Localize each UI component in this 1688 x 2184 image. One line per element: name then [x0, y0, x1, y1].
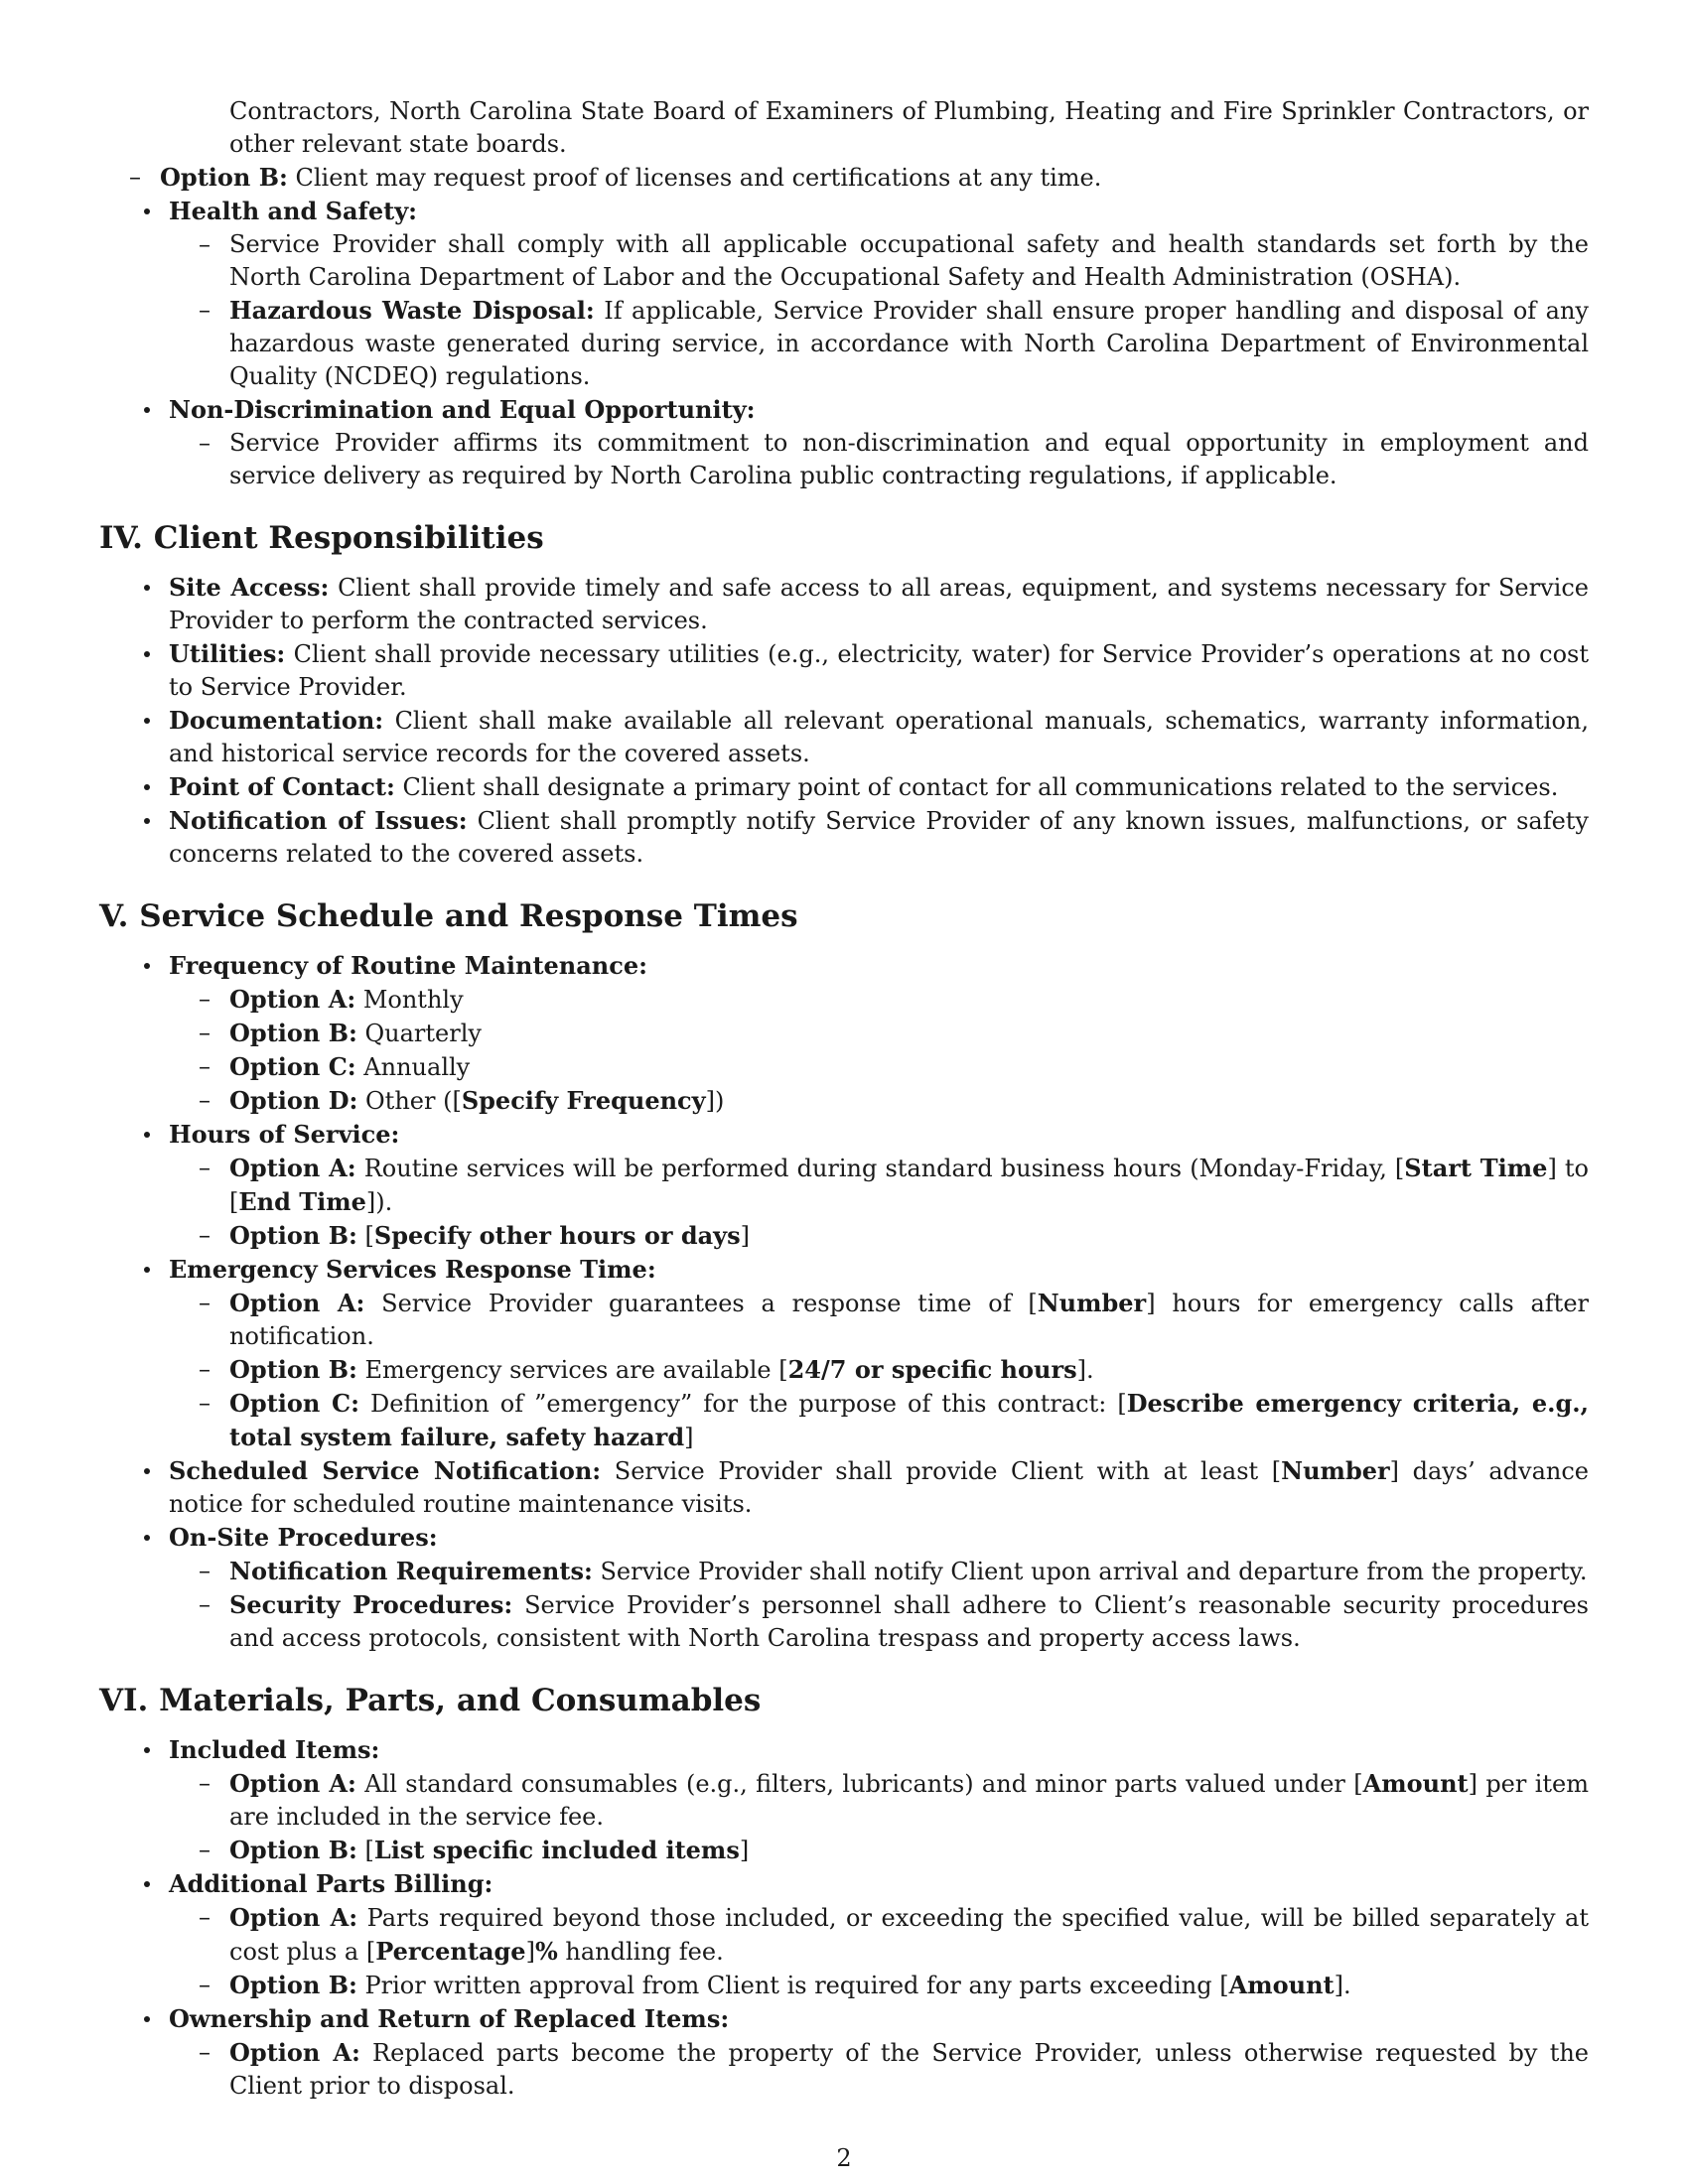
item-text: Client shall make available all relevant operational manuals, schematics, warranty information, and historical service records for the covered assets.	[169, 707, 1589, 767]
list-item	[169, 1767, 1589, 1834]
option-text: [	[356, 1837, 374, 1864]
sublist	[169, 228, 1589, 393]
list-item	[169, 1017, 1589, 1050]
option-text: ]	[739, 1837, 750, 1864]
item-label: On-Site Procedures:	[169, 1523, 438, 1552]
list-item-health-safety	[99, 195, 1589, 393]
list-item	[99, 95, 1589, 161]
list-item-non-discrimination	[99, 393, 1589, 492]
list-item	[169, 1084, 1589, 1118]
list-item-emergency	[99, 1253, 1589, 1454]
item-label: Included Items:	[169, 1735, 380, 1764]
placeholder-field: Number	[1281, 1456, 1390, 1485]
list-item	[169, 294, 1589, 393]
list-item	[99, 770, 1589, 804]
list-item-hours	[99, 1118, 1589, 1253]
option-text: ]	[740, 1222, 750, 1250]
page-number: 2	[836, 2144, 852, 2172]
list-item-scheduled-notification	[99, 1454, 1589, 1521]
list-item	[169, 1219, 1589, 1253]
option-label: Option B:	[229, 1221, 357, 1250]
continued-text: Contractors, North Carolina State Board of Examiners of Plumbing, Heating and Fire Sprinkler Contractors, or other relevant state boards.	[229, 97, 1589, 158]
list-item	[169, 228, 1589, 294]
option-label: Option A:	[229, 2038, 360, 2067]
item-text: Client shall provide timely and safe access to all areas, equipment, and systems necessary for Service Provider to perform the contracted services.	[169, 574, 1589, 634]
option-label: Option B:	[229, 1019, 357, 1047]
list-item	[169, 1834, 1589, 1867]
list-item	[169, 1050, 1589, 1084]
section-heading-vi: VI. Materials, Parts, and Consumables	[99, 1683, 762, 1718]
list-item-additional	[99, 1867, 1589, 2002]
sublist	[169, 2036, 1589, 2103]
list-item	[169, 1387, 1589, 1454]
placeholder-field: 24/7 or specific hours	[787, 1355, 1077, 1384]
continued-list	[99, 95, 1589, 161]
placeholder-field: List specific included items	[373, 1836, 740, 1864]
option-label: Option C:	[229, 1389, 360, 1418]
item-label: Additional Parts Billing:	[169, 1869, 493, 1898]
option-label: Option A:	[229, 1769, 356, 1798]
list-item	[169, 1287, 1589, 1353]
item-text: Client shall promptly notify Service Provider of any known issues, malfunctions, or safety concerns related to the covered assets.	[169, 807, 1589, 868]
option-text: ])	[705, 1087, 725, 1115]
item-text: If applicable, Service Provider shall ensure proper handling and disposal of any hazardous waste generated during service, in accordance with North Carolina Department of Environmental Quality (NCDEQ) regulations.	[229, 297, 1589, 390]
list-item	[99, 704, 1589, 770]
list-item	[169, 1901, 1589, 1969]
placeholder-field: Amount	[1362, 1769, 1469, 1798]
item-text: ] days’ advance notice for scheduled routine maintenance visits.	[169, 1457, 1590, 1518]
option-text: Replaced parts become the property of the Service Provider, unless otherwise requested by the Client prior to disposal.	[229, 2039, 1590, 2100]
list-item	[169, 1555, 1589, 1588]
option-text: handling fee.	[557, 1938, 724, 1966]
list-item	[169, 1152, 1589, 1219]
bullet-list	[99, 195, 1589, 492]
option-label: Option A:	[229, 1289, 365, 1317]
placeholder-field: Amount	[1228, 1971, 1335, 1999]
sublist	[169, 427, 1589, 492]
option-label: Option B:	[229, 1836, 357, 1864]
option-text: Definition of ”emergency” for the purpose of this contract: [	[359, 1390, 1127, 1418]
placeholder-field: Start Time	[1404, 1154, 1548, 1182]
option-label: Option B:	[160, 163, 288, 192]
document-page	[99, 95, 1589, 2103]
option-text: [	[356, 1222, 374, 1250]
list-item	[99, 804, 1589, 871]
option-text: Service Provider shall notify Client upon arrival and departure from the property.	[592, 1558, 1588, 1585]
percent-sign: %	[534, 1937, 558, 1966]
list-item	[169, 1588, 1589, 1655]
option-label: Option D:	[229, 1086, 358, 1115]
item-text: Service Provider affirms its commitment to non-discrimination and equal opportunity in employment and service delivery as required by North Carolina public contracting regulations, if applicable.	[229, 429, 1589, 489]
item-text: Client shall provide necessary utilities (e.g., electricity, water) for Service Provider’s operations at no cost to Service Provider.	[169, 640, 1589, 701]
placeholder-field: Specify other hours or days	[373, 1221, 741, 1250]
option-label: Option A:	[229, 985, 356, 1014]
placeholder-field: End Time	[238, 1187, 366, 1216]
item-label: Hazardous Waste Disposal:	[229, 296, 595, 325]
option-text: Client may request proof of licenses and certifications at any time.	[287, 164, 1102, 192]
bullet-list	[99, 1733, 1589, 2103]
option-text: ].	[1076, 1356, 1094, 1384]
sublist	[99, 161, 1589, 195]
option-text: All standard consumables (e.g., filters, lubricants) and minor parts valued under [	[355, 1770, 1363, 1798]
item-label: Ownership and Return of Replaced Items:	[169, 2004, 730, 2033]
list-item	[169, 1353, 1589, 1387]
item-label: Point of Contact:	[169, 772, 395, 801]
list-item	[99, 637, 1589, 704]
list-item	[99, 161, 1589, 195]
option-text: Prior written approval from Client is required for any parts exceeding [	[356, 1972, 1229, 1999]
list-item-ownership	[99, 2002, 1589, 2103]
sublist	[169, 1767, 1589, 1867]
list-item	[169, 2036, 1589, 2103]
bullet-list	[99, 571, 1589, 871]
sublist	[169, 1152, 1589, 1253]
sublist	[169, 1555, 1589, 1655]
option-text: Monthly	[355, 986, 464, 1014]
item-label: Frequency of Routine Maintenance:	[169, 951, 647, 980]
option-label: Option B:	[229, 1355, 357, 1384]
bullet-list	[99, 949, 1589, 1655]
list-item-frequency	[99, 949, 1589, 1118]
placeholder-field: Percentage	[375, 1937, 526, 1966]
option-label: Option A:	[229, 1154, 356, 1182]
item-label: Non-Discrimination and Equal Opportunity:	[169, 395, 756, 424]
option-text: Routine services will be performed during standard business hours (Monday-Friday, [	[355, 1155, 1405, 1182]
option-text: Other ([	[357, 1087, 462, 1115]
sublist	[169, 1901, 1589, 2002]
option-text: ] per item are included in the service fee.	[229, 1770, 1589, 1831]
option-text: Quarterly	[356, 1020, 482, 1047]
item-text: Service Provider shall provide Client with at least [	[601, 1457, 1282, 1485]
list-item	[169, 427, 1589, 492]
option-label: Option C:	[229, 1052, 356, 1081]
list-item	[169, 983, 1589, 1017]
item-label: Notification of Issues:	[169, 806, 468, 835]
list-item	[99, 571, 1589, 637]
option-text: Service Provider guarantees a response time of [	[364, 1290, 1038, 1317]
item-label: Hours of Service:	[169, 1120, 400, 1149]
option-label: Option A:	[229, 1903, 358, 1932]
item-label: Scheduled Service Notification:	[169, 1456, 602, 1485]
placeholder-field: Describe emergency criteria, e.g., total system failure, safety hazard	[229, 1389, 1589, 1451]
item-label: Site Access:	[169, 573, 330, 602]
option-text: ] hours for emergency calls after notification.	[229, 1290, 1590, 1350]
item-label: Documentation:	[169, 706, 384, 735]
item-label: Utilities:	[169, 639, 286, 668]
option-text: Parts required beyond those included, or exceeding the specified value, will be billed separately at cost plus a [	[229, 1904, 1589, 1966]
option-text: Annually	[355, 1053, 471, 1081]
item-text: Client shall designate a primary point of contact for all communications related to the services.	[394, 773, 1559, 801]
item-label: Emergency Services Response Time:	[169, 1255, 656, 1284]
sublist	[169, 983, 1589, 1118]
option-text: Emergency services are available [	[356, 1356, 788, 1384]
option-label: Notification Requirements:	[229, 1557, 593, 1585]
section-heading-iv: IV. Client Responsibilities	[99, 520, 544, 556]
section-heading-v: V. Service Schedule and Response Times	[99, 898, 798, 934]
sublist	[169, 1287, 1589, 1454]
option-text: Service Provider’s personnel shall adhere to Client’s reasonable security procedures and access protocols, consistent with North Carolina trespass and property access laws.	[229, 1591, 1589, 1652]
option-label: Option B:	[229, 1971, 357, 1999]
option-text: ].	[1334, 1972, 1351, 1999]
option-text: ] to [	[229, 1155, 1589, 1216]
item-label: Health and Safety:	[169, 197, 418, 225]
list-item-onsite	[99, 1521, 1589, 1655]
option-label: Security Procedures:	[229, 1590, 513, 1619]
item-text: Service Provider shall comply with all applicable occupational safety and health standards set forth by the North Carolina Department of Labor and the Occupational Safety and Health Administration (OSHA).	[229, 230, 1589, 291]
placeholder-field: Number	[1037, 1289, 1147, 1317]
placeholder-field: Specify Frequency	[461, 1086, 706, 1115]
option-text: ]	[525, 1938, 535, 1966]
option-text: ]).	[365, 1188, 393, 1216]
list-item-included	[99, 1733, 1589, 1867]
list-item	[169, 1969, 1589, 2002]
option-text: ]	[684, 1424, 694, 1451]
